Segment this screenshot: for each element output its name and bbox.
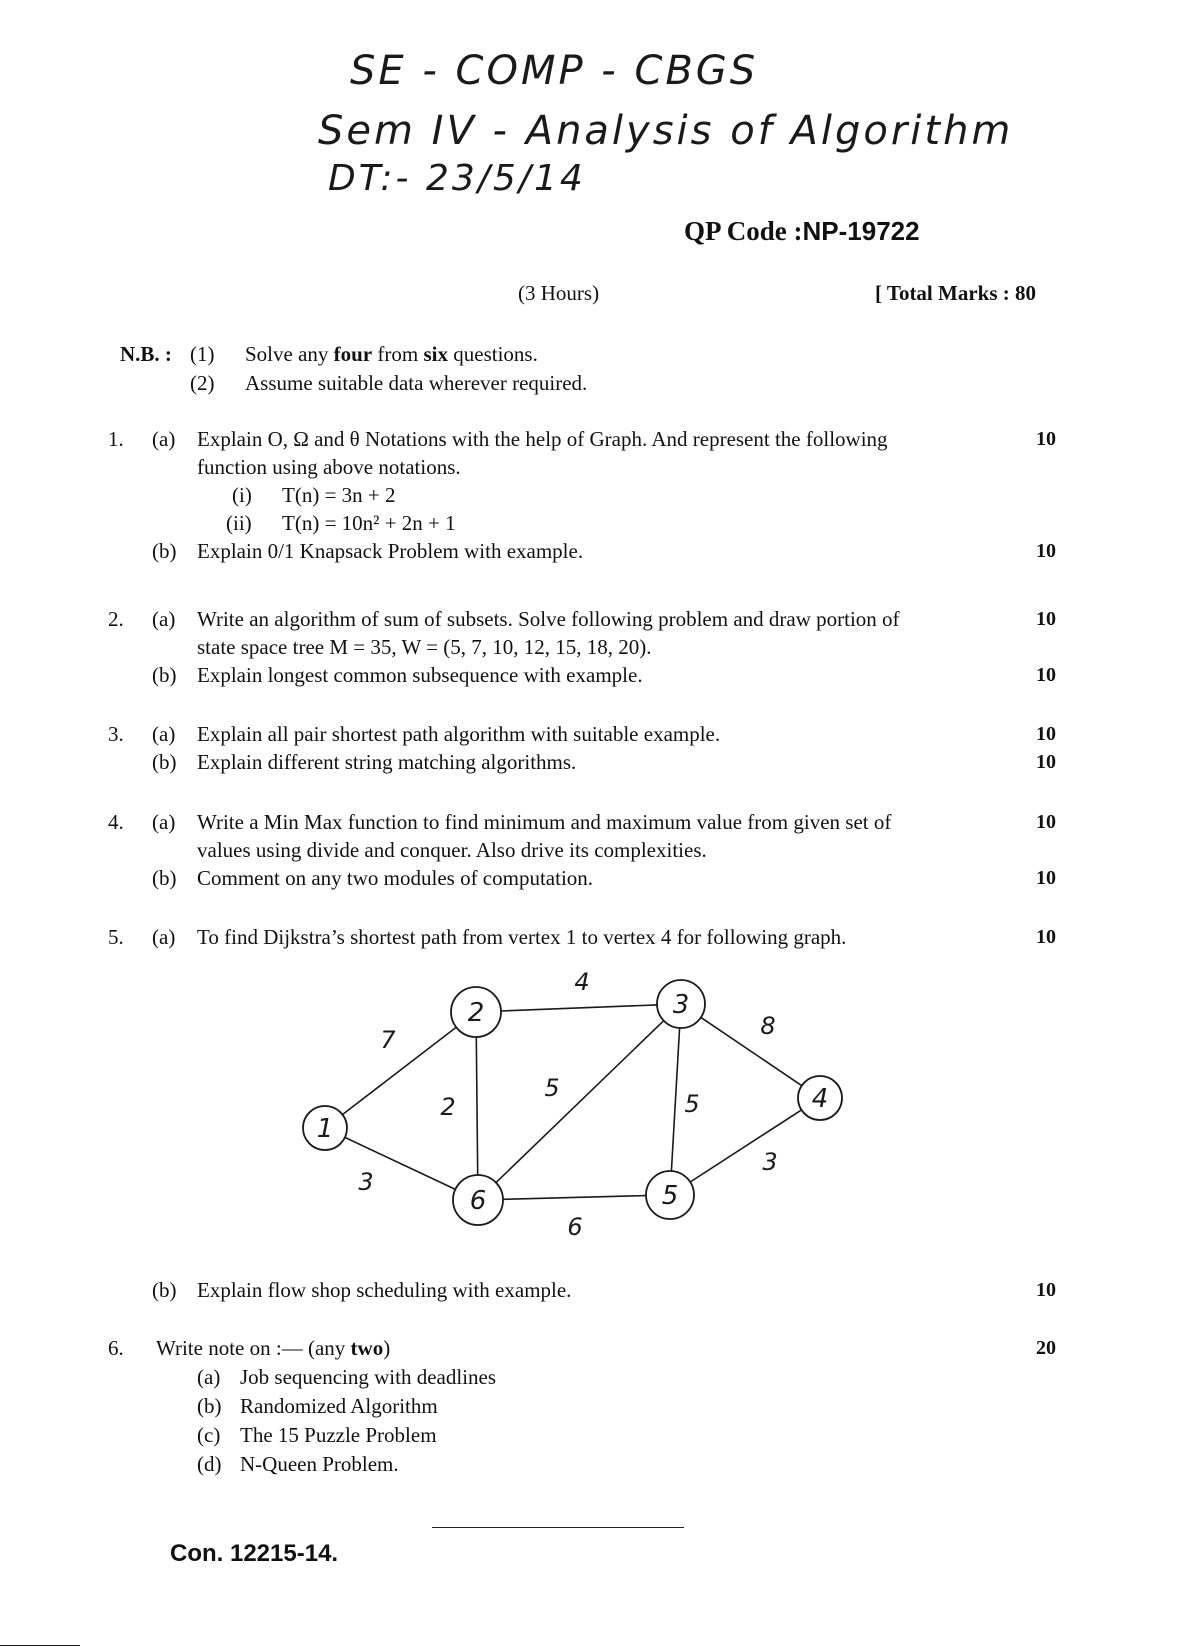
question-part: (b): [152, 663, 177, 687]
note-item-part: (a): [197, 1365, 221, 1389]
sub-item-num: (i): [232, 483, 252, 507]
end-divider: [432, 1527, 684, 1528]
con-code: Con. 12215-14.: [170, 1540, 339, 1567]
graph-edge-6-5: [503, 1196, 646, 1200]
graph-edge-2-6: [476, 1037, 477, 1175]
question-number: 4.: [108, 810, 124, 834]
sub-item-num: (ii): [226, 511, 252, 535]
note-item-part: (b): [197, 1394, 222, 1418]
question-number: 5.: [108, 925, 124, 949]
question-marks: 10: [1036, 867, 1056, 889]
question-text: Write an algorithm of sum of subsets. Solve following problem and draw portion of: [197, 607, 900, 631]
question-part: (b): [152, 1278, 177, 1302]
nb-item-text: Solve any four from six questions.: [245, 342, 538, 366]
question-marks: 10: [1036, 751, 1056, 773]
edge-weight-label: 6: [567, 1213, 583, 1241]
question-part: (a): [152, 722, 176, 746]
note-item-text: Randomized Algorithm: [240, 1394, 438, 1418]
question-marks: 10: [1036, 1279, 1056, 1301]
question-marks: 10: [1036, 540, 1056, 562]
edge-weight-label: 7: [380, 1026, 396, 1054]
question-part: (a): [152, 810, 176, 834]
question-part: (a): [152, 607, 176, 631]
question-text: Explain longest common subsequence with example.: [197, 663, 643, 687]
question-number: 2.: [108, 607, 124, 631]
question-text: Write note on :— (any two): [156, 1336, 391, 1360]
question-part: (a): [152, 427, 176, 451]
note-item-text: Job sequencing with deadlines: [240, 1365, 497, 1389]
edge-weight-label: 2: [440, 1093, 456, 1121]
exam-duration: (3 Hours): [518, 281, 600, 305]
question-text: state space tree M = 35, W = (5, 7, 10, 12, 15, 18, 20).: [197, 635, 652, 659]
graph-edge-3-6: [496, 1021, 664, 1183]
note-item-text: N-Queen Problem.: [240, 1452, 399, 1476]
question-number: 1.: [108, 427, 124, 451]
question-text: Comment on any two modules of computation.: [197, 866, 594, 890]
question-part: (b): [152, 866, 177, 890]
handwritten-course: SE - COMP - CBGS: [350, 48, 759, 94]
question-number: 3.: [108, 722, 124, 746]
graph-node-label: 1: [316, 1114, 334, 1144]
sub-item-text: T(n) = 3n + 2: [282, 483, 396, 507]
edge-weight-label: 5: [684, 1090, 700, 1118]
question-text: Explain 0/1 Knapsack Problem with example.: [197, 539, 584, 563]
nb-label: N.B. :: [120, 342, 172, 366]
graph-edge-1-2: [342, 1027, 456, 1114]
question-text: Explain O, Ω and θ Notations with the help of Graph. And represent the following: [197, 427, 888, 451]
qp-code-value: NP-19722: [802, 216, 920, 246]
handwritten-date: DT:- 23/5/14: [328, 158, 586, 199]
qp-code-label: QP Code :: [684, 216, 803, 246]
question-marks: 10: [1036, 926, 1056, 948]
footer-rule: [0, 1645, 80, 1646]
note-item-part: (d): [197, 1452, 222, 1476]
graph-edge-3-5: [671, 1028, 679, 1171]
question-marks: 10: [1036, 811, 1056, 833]
question-marks: 20: [1036, 1337, 1056, 1359]
edge-weight-label: 4: [574, 968, 590, 996]
sub-item-text: T(n) = 10n² + 2n + 1: [282, 511, 456, 535]
note-item-part: (c): [197, 1423, 221, 1447]
nb-item-text: Assume suitable data wherever required.: [245, 371, 588, 395]
graph-edge-5-4: [690, 1110, 801, 1182]
question-number: 6.: [108, 1336, 124, 1360]
nb-item-num: (2): [190, 371, 215, 395]
question-marks: 10: [1036, 428, 1056, 450]
question-text: Explain flow shop scheduling with example.: [197, 1278, 572, 1302]
edge-weight-label: 8: [760, 1012, 776, 1040]
question-text: Explain all pair shortest path algorithm with suitable example.: [197, 722, 721, 746]
graph-node-label: 4: [811, 1084, 829, 1114]
edge-weight-label: 3: [762, 1148, 778, 1176]
graph-node-label: 3: [672, 990, 690, 1020]
note-item-text: The 15 Puzzle Problem: [240, 1423, 437, 1447]
question-text: Explain different string matching algorithms.: [197, 750, 577, 774]
nb-item-num: (1): [190, 342, 215, 366]
graph-edge-3-4: [701, 1017, 802, 1085]
graph-node-label: 5: [661, 1181, 679, 1211]
handwritten-subject: Sem IV - Analysis of Algorithm: [318, 108, 1014, 154]
question-text: Write a Min Max function to find minimum and maximum value from given set of: [197, 810, 892, 834]
question-marks: 10: [1036, 664, 1056, 686]
question-part: (a): [152, 925, 176, 949]
question-part: (b): [152, 750, 177, 774]
question-text: To find Dijkstra’s shortest path from vertex 1 to vertex 4 for following graph.: [197, 925, 847, 949]
graph-edge-2-3: [501, 1005, 657, 1011]
question-marks: 10: [1036, 723, 1056, 745]
graph-node-label: 2: [467, 998, 485, 1028]
question-part: (b): [152, 539, 177, 563]
edge-weight-label: 3: [358, 1168, 374, 1196]
edge-weight-label: 5: [544, 1074, 560, 1102]
question-marks: 10: [1036, 608, 1056, 630]
graph-node-label: 6: [469, 1186, 487, 1216]
question-text: values using divide and conquer. Also drive its complexities.: [197, 838, 707, 862]
question-text: function using above notations.: [197, 455, 461, 479]
total-marks: [ Total Marks : 80: [875, 281, 1037, 305]
